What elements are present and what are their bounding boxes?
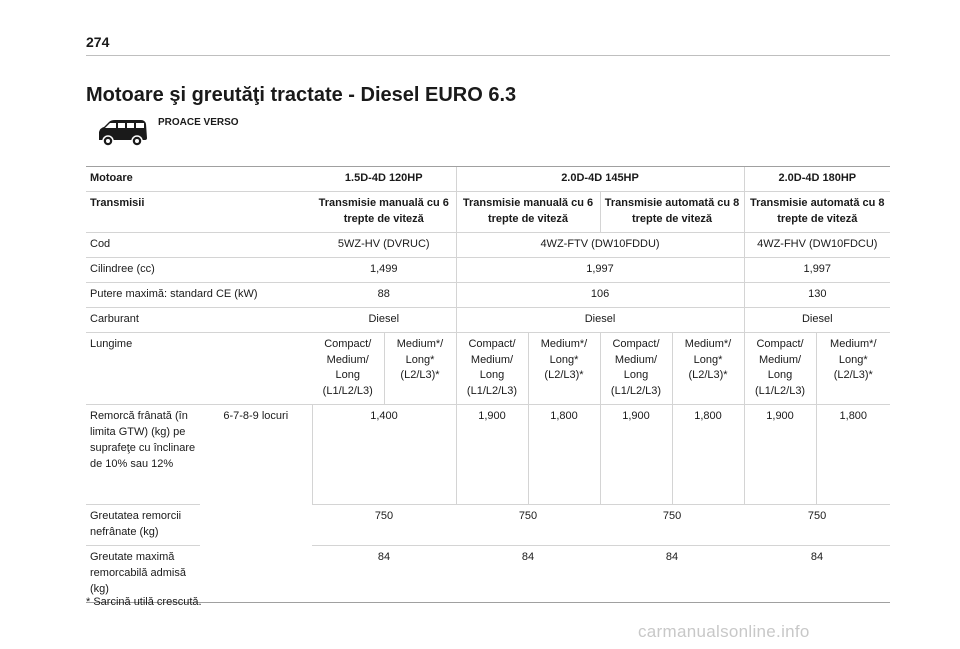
- row-label: Greutate maximă remorcabilă admisă (kg): [86, 546, 200, 603]
- power-cell: 130: [744, 282, 890, 307]
- unbraked-trailer-cell: 750: [312, 505, 456, 546]
- transmission-cell: Transmisie automată cu 8 trepte de viteză: [600, 191, 744, 232]
- watermark: carmanualsonline.info: [638, 622, 810, 641]
- braked-trailer-cell: 1,800: [816, 405, 890, 505]
- braked-trailer-cell: 1,800: [672, 405, 744, 505]
- braked-trailer-cell: 1,900: [744, 405, 816, 505]
- table-row-code: [86, 232, 890, 257]
- towbar-load-cell: 84: [744, 546, 890, 603]
- row-label: Remorcă frânată (în limita GTW) (kg) pe suprafeţe cu înclinare de 10% sau 12%: [86, 405, 200, 505]
- table-row-transmissions: [86, 191, 890, 232]
- length-cell: Compact/ Medium/ Long (L1/L2/L3): [456, 332, 528, 405]
- towbar-load-cell: 84: [456, 546, 600, 603]
- unbraked-trailer-cell: 750: [744, 505, 890, 546]
- displacement-cell: 1,997: [744, 257, 890, 282]
- motor-cell: 2.0D-4D 180HP: [744, 167, 890, 192]
- top-divider: [86, 55, 890, 56]
- table-row-length: [86, 332, 890, 405]
- towbar-load-cell: 84: [312, 546, 456, 603]
- braked-trailer-cell: 1,800: [528, 405, 600, 505]
- row-label: Cilindree (cc): [86, 257, 312, 282]
- length-cell: Compact/ Medium/ Long (L1/L2/L3): [312, 332, 384, 405]
- row-label: Motoare: [86, 167, 312, 192]
- displacement-cell: 1,997: [456, 257, 744, 282]
- fuel-cell: Diesel: [312, 307, 456, 332]
- length-cell: Medium*/ Long* (L2/L3)*: [384, 332, 456, 405]
- length-cell: Compact/ Medium/ Long (L1/L2/L3): [600, 332, 672, 405]
- footnote: * Sarcină utilă crescută.: [86, 596, 202, 608]
- engine-spec-table: [86, 166, 890, 603]
- transmission-cell: Transmisie manuală cu 6 trepte de viteză: [312, 191, 456, 232]
- braked-trailer-cell: 1,400: [312, 405, 456, 505]
- unbraked-trailer-cell: 750: [600, 505, 744, 546]
- braked-trailer-cell: 1,900: [456, 405, 528, 505]
- length-cell: Medium*/ Long* (L2/L3)*: [816, 332, 890, 405]
- length-cell: Medium*/ Long* (L2/L3)*: [528, 332, 600, 405]
- table-row-displacement: [86, 257, 890, 282]
- table-row-fuel: [86, 307, 890, 332]
- row-label: Carburant: [86, 307, 312, 332]
- row-label: Greutatea remorcii nefrânate (kg): [86, 505, 200, 546]
- vehicle-model: PROACE VERSO: [158, 117, 239, 128]
- transmission-cell: Transmisie manuală cu 6 trepte de viteză: [456, 191, 600, 232]
- van-icon: [95, 118, 149, 148]
- code-cell: 5WZ-HV (DVRUC): [312, 232, 456, 257]
- power-cell: 106: [456, 282, 744, 307]
- motor-cell: 2.0D-4D 145HP: [456, 167, 744, 192]
- seats-label: 6-7-8-9 locuri: [200, 405, 312, 603]
- table-row-braked-trailer: [86, 405, 890, 505]
- row-label: Transmisii: [86, 191, 312, 232]
- power-cell: 88: [312, 282, 456, 307]
- table-row-power: [86, 282, 890, 307]
- row-label: Cod: [86, 232, 312, 257]
- motor-cell: 1.5D-4D 120HP: [312, 167, 456, 192]
- fuel-cell: Diesel: [744, 307, 890, 332]
- length-cell: Medium*/ Long* (L2/L3)*: [672, 332, 744, 405]
- table-row-motors: [86, 167, 890, 192]
- displacement-cell: 1,499: [312, 257, 456, 282]
- towbar-load-cell: 84: [600, 546, 744, 603]
- length-cell: Compact/ Medium/ Long (L1/L2/L3): [744, 332, 816, 405]
- code-cell: 4WZ-FHV (DW10FDCU): [744, 232, 890, 257]
- unbraked-trailer-cell: 750: [456, 505, 600, 546]
- code-cell: 4WZ-FTV (DW10FDDU): [456, 232, 744, 257]
- fuel-cell: Diesel: [456, 307, 744, 332]
- row-label: Putere maximă: standard CE (kW): [86, 282, 312, 307]
- braked-trailer-cell: 1,900: [600, 405, 672, 505]
- row-label: Lungime: [86, 332, 312, 405]
- page-number: 274: [86, 34, 110, 50]
- transmission-cell: Transmisie automată cu 8 trepte de viteză: [744, 191, 890, 232]
- page-title: Motoare şi greutăţi tractate - Diesel EURO 6.3: [86, 84, 517, 106]
